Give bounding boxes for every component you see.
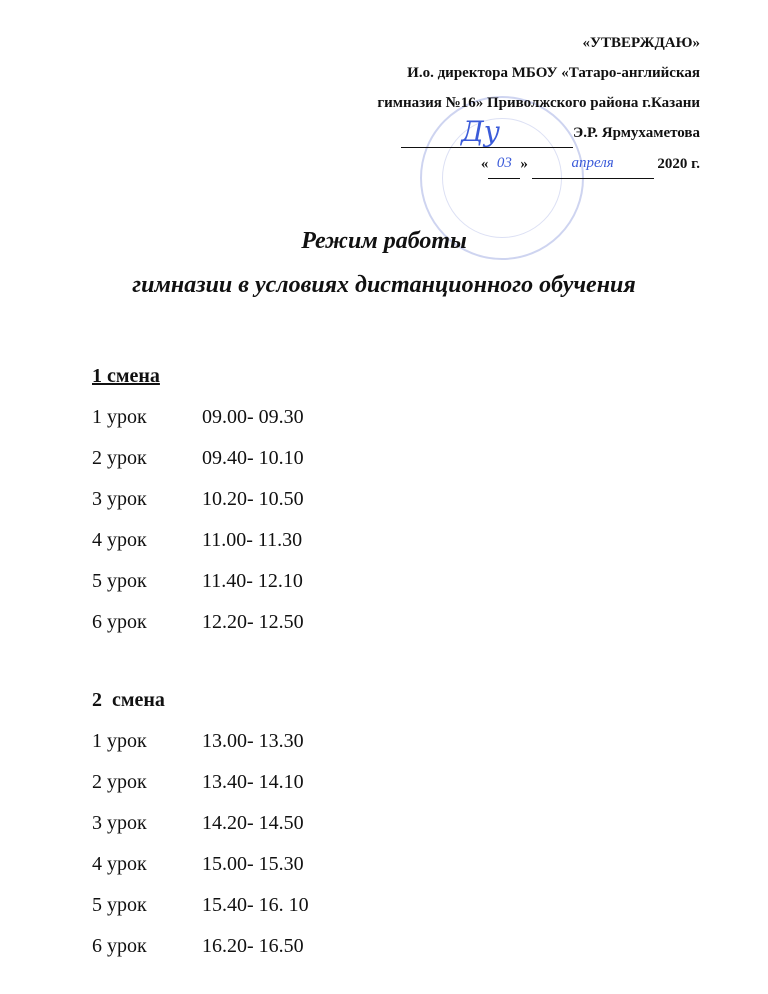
handwritten-signature: Ду [461,115,501,148]
signatory-name: Э.Р. Ярмухаметова [573,125,700,141]
approval-organization: гимназия №16» Приволжского района г.Казани [377,95,700,111]
lesson-time: 15.00- 15.30 [202,853,304,875]
lesson-row [92,561,304,602]
lesson-time: 16.20- 16.50 [202,935,304,957]
lesson-row [92,438,304,479]
lesson-time: 11.00- 11.30 [202,529,303,551]
lesson-label: 6 урок [92,935,147,957]
lesson-row [92,885,309,926]
approval-position: И.о. директора МБОУ «Татаро-английская [407,65,700,81]
lesson-label: 4 урок [92,529,147,551]
lesson-label: 3 урок [92,488,147,510]
approval-block [377,28,700,179]
lesson-label: 1 урок [92,730,147,752]
lesson-time: 10.20- 10.50 [202,488,304,510]
lesson-label: 5 урок [92,570,147,592]
date-close-quote: » [520,156,528,172]
lesson-row [92,602,304,643]
lesson-time: 13.40- 14.10 [202,771,304,793]
lesson-time: 14.20- 14.50 [202,812,304,834]
document-title: Режим работы [301,228,467,254]
lesson-label: 4 урок [92,853,147,875]
lesson-row [92,721,309,762]
lesson-row [92,926,309,967]
shift-1-schedule [92,356,304,643]
date-row [377,148,700,179]
lesson-label: 1 урок [92,406,147,428]
shift-1-heading: 1 смена [92,365,160,387]
lesson-row [92,803,309,844]
lesson-time: 12.20- 12.50 [202,611,304,633]
lesson-label: 2 урок [92,771,147,793]
shift-2-schedule [92,680,309,967]
lesson-row [92,397,304,438]
lesson-time: 09.40- 10.10 [202,447,304,469]
document-subtitle: гимназии в условиях дистанционного обучения [132,272,636,298]
lesson-row [92,762,309,803]
lesson-time: 15.40- 16. 10 [202,894,309,916]
date-month: апреля [532,148,654,179]
shift-2-heading: 2 смена [92,689,165,711]
signature-line [401,115,573,148]
date-day: 03 [488,148,520,179]
signature-row [377,115,700,148]
approval-heading: «УТВЕРЖДАЮ» [582,35,700,51]
lesson-row [92,479,304,520]
lesson-label: 5 урок [92,894,147,916]
lesson-time: 11.40- 12.10 [202,570,303,592]
lesson-label: 3 урок [92,812,147,834]
lesson-label: 2 урок [92,447,147,469]
lesson-label: 6 урок [92,611,147,633]
lesson-time: 13.00- 13.30 [202,730,304,752]
lesson-row [92,520,304,561]
lesson-time: 09.00- 09.30 [202,406,304,428]
lesson-row [92,844,309,885]
date-open-quote: « [480,156,489,172]
date-year: 2020 г. [657,156,700,172]
